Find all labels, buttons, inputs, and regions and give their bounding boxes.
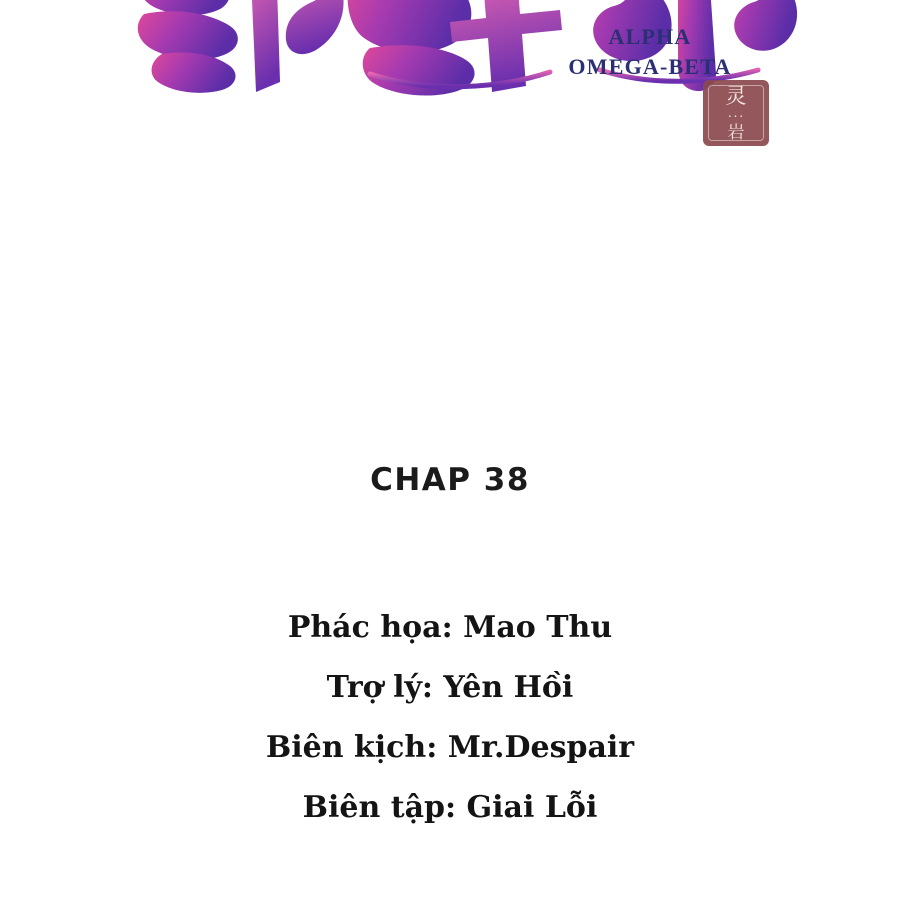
seal-glyph-top: 灵 bbox=[725, 84, 747, 108]
credit-line-editor: Biên tập: Giai Lỗi bbox=[302, 790, 598, 825]
seal-glyph-bottom: 岩 bbox=[727, 123, 745, 142]
credit-line-writer: Biên kịch: Mr.Despair bbox=[265, 730, 635, 765]
logo-subtitle bbox=[520, 22, 780, 82]
chapter-title: CHAP 38 bbox=[370, 462, 530, 498]
credit-line-artist: Phác họa: Mao Thu bbox=[287, 610, 613, 645]
seal-glyph-middle: ··· bbox=[727, 110, 745, 125]
masthead bbox=[0, 0, 900, 154]
publisher-seal-stamp bbox=[703, 80, 769, 146]
logo-subtitle-line-2: OMEGA-BETA bbox=[568, 54, 732, 79]
logo-subtitle-line-1: ALPHA bbox=[608, 24, 692, 49]
credit-line-assistant: Trợ lý: Yên Hồi bbox=[326, 670, 574, 705]
credits-block bbox=[0, 598, 900, 838]
